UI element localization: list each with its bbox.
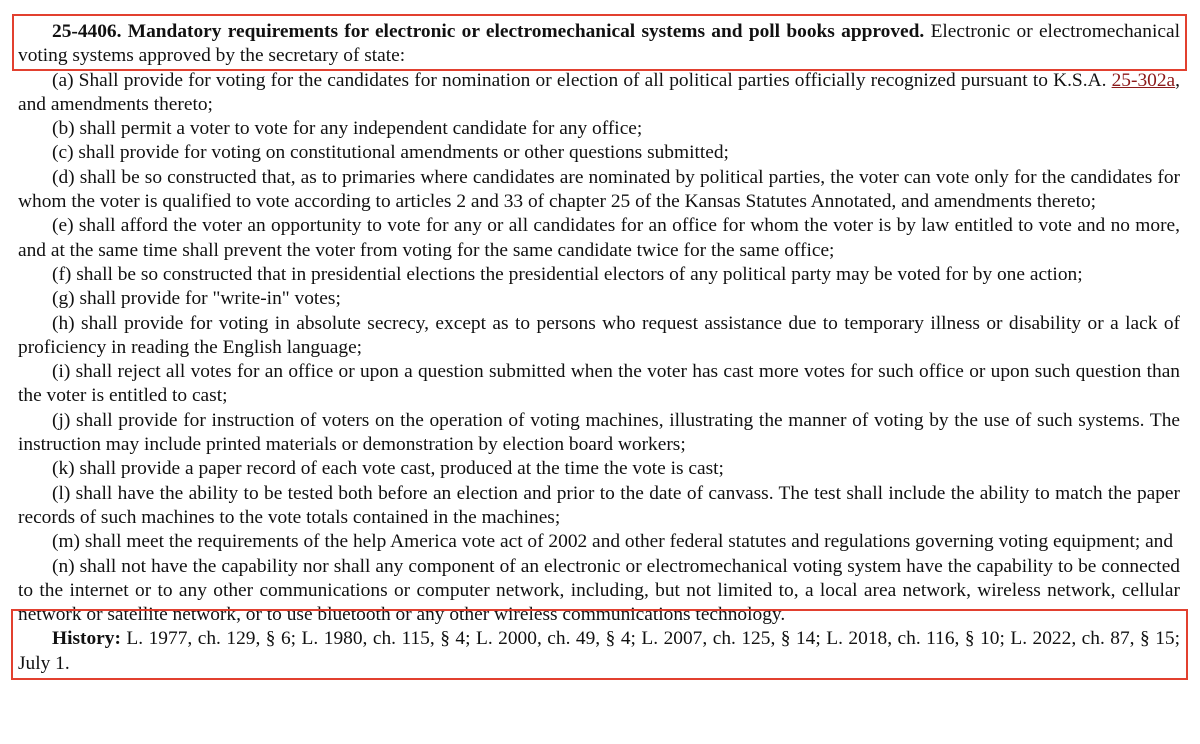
clause-d: (d) shall be so constructed that, as to primaries where candidates are nominated by political parties, the voter can vote only for the candidates for whom the voter is qualified to vote according to articles 2 and 33 of chapter 25 of the Kansas Statutes Annotated, and amendments thereto; — [18, 166, 1180, 213]
clause-k: (k) shall provide a paper record of each vote cast, produced at the time the vote is cast; — [52, 458, 724, 480]
statute-number-title — [52, 21, 924, 42]
clause-e: (e) shall afford the voter an opportunity to vote for any or all candidates for an office for whom the voter is by law entitled to vote and no more, and at the same time shall prevent the voter from voting for the same candidate twice for the same office; — [18, 215, 1180, 261]
history-text: L. 1977, ch. 129, § 6; L. 1980, ch. 115, § 4; L. 2000, ch. 49, § 4; L. 2007, ch. 125, § 14; L. 2018, ch. 116, § 10; L. 2022, ch. 87, § 15; July 1. — [18, 628, 1180, 674]
ksa-25-302a-link[interactable]: 25-302a — [1111, 69, 1176, 91]
statute-intro: Electronic or electromechanical voting systems approved by the secretary of state: — [18, 21, 1180, 67]
clause-h: (h) shall provide for voting in absolute secrecy, except as to persons who request assistance due to temporary illness or disability or a lack of proficiency in reading the English language; — [18, 312, 1180, 358]
clause-m: (m) shall meet the requirements of the help America vote act of 2002 and other federal statutes and regulations governing voting equipment; and — [52, 531, 1174, 553]
clause-i: (i) shall reject all votes for an office or upon a question submitted when the voter has cast more votes for such office or upon such question than the voter is entitled to cast; — [18, 361, 1180, 407]
statute-document — [18, 20, 1180, 676]
clause-a — [18, 69, 1180, 118]
clause-g: (g) shall provide for "write-in" votes; — [52, 288, 341, 310]
history-note — [18, 627, 1180, 676]
clause-n: (n) shall not have the capability nor shall any component of an electronic or electromechanical voting system have the capability to be connected to the internet or to any other communications or computer network, including, but not limited to, a local area network, wireless network, cellular network or satellite network, or to use bluetooth or any other wireless communications technology. — [18, 555, 1180, 626]
clause-a-text: (a) Shall provide for voting for the candidates for nomination or election of all political parties officially recognized pursuant to K.S.A. — [52, 69, 1112, 91]
clause-b: (b) shall permit a voter to vote for any independent candidate for any office; — [52, 118, 643, 140]
statute-title: Mandatory requirements for electronic or electromechanical systems and poll books approved. — [127, 21, 925, 42]
clause-f: (f) shall be so constructed that in presidential elections the presidential electors of any political party may be voted for by one action; — [52, 263, 1083, 285]
clause-a-tail: , and amendments thereto; — [18, 69, 1180, 115]
statute-heading — [18, 20, 1180, 69]
clause-l: (l) shall have the ability to be tested both before an election and prior to the date of canvass. The test shall include the ability to match the paper records of such machines to the vote totals contained in the machines; — [18, 482, 1180, 528]
statute-number: 25-4406. — [52, 21, 122, 42]
clause-c: (c) shall provide for voting on constitutional amendments or other questions submitted; — [52, 142, 729, 164]
history-label: History: — [52, 628, 121, 650]
clause-j: (j) shall provide for instruction of voters on the operation of voting machines, illustrating the manner of voting by the use of such systems. The instruction may include printed materials or demonstration by election board workers; — [18, 409, 1180, 456]
